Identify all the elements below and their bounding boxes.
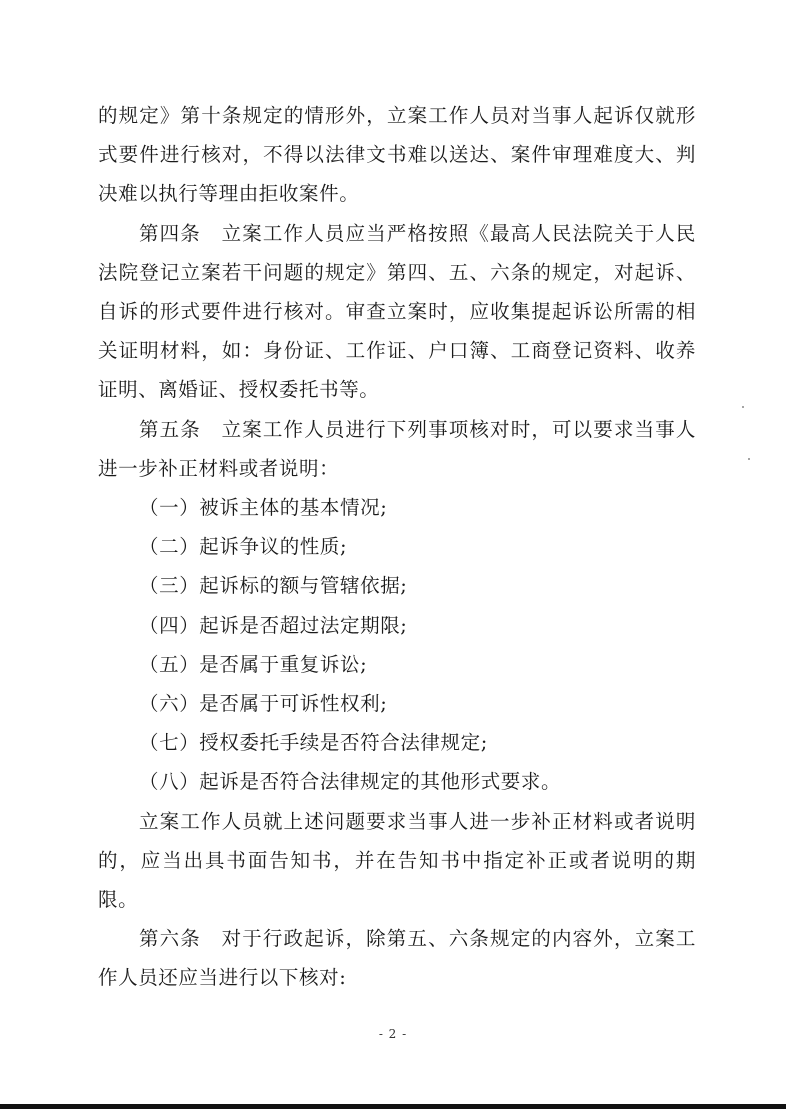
list-item: （六）是否属于可诉性权利; bbox=[139, 692, 388, 716]
scan-speck bbox=[748, 458, 750, 460]
list-item: （四）起诉是否超过法定期限; bbox=[139, 613, 408, 637]
paragraph-article-6: 第六条 对于行政起诉，除第五、六条规定的内容外，立案工作人员还应当进行以下核对: bbox=[98, 927, 696, 990]
list-item: （二）起诉争议的性质; bbox=[139, 535, 348, 559]
list-item: （一）被诉主体的基本情况; bbox=[139, 496, 388, 520]
paragraph-notice: 立案工作人员就上述问题要求当事人进一步补正材料或者说明的，应当出具书面告知书，并在告知书中指定补正或者说明的期限。 bbox=[98, 809, 696, 912]
list-item: （七）授权委托手续是否符合法律规定; bbox=[139, 731, 488, 755]
paragraph-article-5: 第五条 立案工作人员进行下列事项核对时，可以要求当事人进一步补正材料或者说明： bbox=[98, 417, 696, 480]
scan-speck bbox=[742, 406, 744, 408]
bottom-scan-edge bbox=[0, 1104, 786, 1109]
list-item: （八）起诉是否符合法律规定的其他形式要求。 bbox=[139, 770, 562, 794]
page-number: - 2 - bbox=[378, 1027, 408, 1041]
list-item: （三）起诉标的额与管辖依据; bbox=[139, 574, 408, 598]
list-item: （五）是否属于重复诉讼; bbox=[139, 652, 368, 676]
paragraph-continuation: 的规定》第十条规定的情形外，立案工作人员对当事人起诉仅就形式要件进行核对，不得以法律文书难以送达、案件审理难度大、判决难以执行等理由拒收案件。 bbox=[98, 104, 696, 206]
paragraph-article-4: 第四条 立案工作人员应当严格按照《最高人民法院关于人民法院登记立案若干问题的规定》第四、五、六条的规定，对起诉、自诉的形式要件进行核对。审查立案时，应收集提起诉讼所需的相关证明材料，如：身份证、工作证、户口簿、工商登记资料、收养证明、离婚证、授权委托书等。 bbox=[98, 221, 696, 402]
document-body bbox=[98, 96, 696, 998]
